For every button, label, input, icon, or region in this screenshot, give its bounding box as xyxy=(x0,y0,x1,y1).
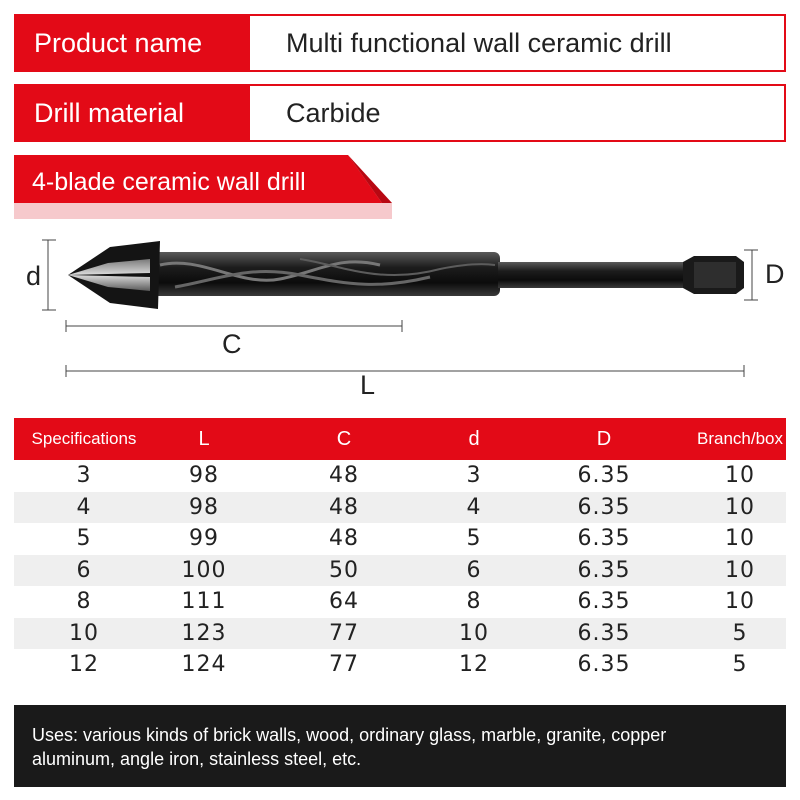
drill-diagram xyxy=(0,225,800,405)
dimension-C xyxy=(66,320,402,359)
cell-D: 6.35 xyxy=(514,649,694,681)
cell-d: 4 xyxy=(434,492,514,524)
drill-material-value: Carbide xyxy=(250,84,786,142)
label-d: d xyxy=(26,261,42,291)
dimension-L xyxy=(66,365,744,400)
cell-branch-box: 10 xyxy=(694,523,786,555)
cell-L: 124 xyxy=(154,649,254,681)
cell-C: 48 xyxy=(254,492,434,524)
header-branch-box: Branch/box xyxy=(694,418,786,460)
table-row xyxy=(14,586,786,618)
cell-branch-box: 5 xyxy=(694,649,786,681)
header-C: C xyxy=(254,418,434,460)
cell-d: 8 xyxy=(434,586,514,618)
cell-branch-box: 10 xyxy=(694,555,786,587)
section-banner xyxy=(14,155,394,219)
table-row xyxy=(14,555,786,587)
cell-D: 6.35 xyxy=(514,492,694,524)
cell-D: 6.35 xyxy=(514,460,694,492)
product-name-value: Multi functional wall ceramic drill xyxy=(250,14,786,72)
cell-L: 111 xyxy=(154,586,254,618)
cell-d: 5 xyxy=(434,523,514,555)
cell-C: 50 xyxy=(254,555,434,587)
product-name-label: Product name xyxy=(14,14,250,72)
label-C: C xyxy=(222,329,242,359)
banner-title: 4-blade ceramic wall drill xyxy=(32,168,306,196)
uses-box xyxy=(14,705,786,787)
cell-d: 12 xyxy=(434,649,514,681)
cell-d: 3 xyxy=(434,460,514,492)
table-header-row xyxy=(14,418,786,460)
table-row xyxy=(14,649,786,681)
dimension-D xyxy=(744,250,785,300)
cell-C: 48 xyxy=(254,523,434,555)
cell-spec: 6 xyxy=(14,555,154,587)
header-L: L xyxy=(154,418,254,460)
cell-spec: 3 xyxy=(14,460,154,492)
uses-line-1: Uses: various kinds of brick walls, wood, ordinary glass, marble, granite, copper xyxy=(32,725,667,745)
cell-d: 6 xyxy=(434,555,514,587)
cell-d: 10 xyxy=(434,618,514,650)
cell-C: 77 xyxy=(254,618,434,650)
cell-L: 100 xyxy=(154,555,254,587)
header-d: d xyxy=(434,418,514,460)
table-row xyxy=(14,460,786,492)
table-row xyxy=(14,523,786,555)
label-D: D xyxy=(765,259,785,289)
cell-L: 99 xyxy=(154,523,254,555)
cell-branch-box: 5 xyxy=(694,618,786,650)
cell-L: 98 xyxy=(154,492,254,524)
cell-spec: 8 xyxy=(14,586,154,618)
cell-spec: 4 xyxy=(14,492,154,524)
cell-L: 98 xyxy=(154,460,254,492)
header-D: D xyxy=(514,418,694,460)
dimension-d xyxy=(26,240,56,310)
label-L: L xyxy=(360,370,376,400)
cell-D: 6.35 xyxy=(514,555,694,587)
table-row xyxy=(14,492,786,524)
header-specifications: Specifications xyxy=(14,418,154,460)
cell-D: 6.35 xyxy=(514,586,694,618)
cell-branch-box: 10 xyxy=(694,492,786,524)
cell-spec: 12 xyxy=(14,649,154,681)
drill-material-row xyxy=(14,84,786,142)
spec-table xyxy=(14,418,786,681)
cell-L: 123 xyxy=(154,618,254,650)
cell-D: 6.35 xyxy=(514,523,694,555)
cell-branch-box: 10 xyxy=(694,460,786,492)
cell-branch-box: 10 xyxy=(694,586,786,618)
cell-C: 77 xyxy=(254,649,434,681)
cell-spec: 5 xyxy=(14,523,154,555)
cell-C: 64 xyxy=(254,586,434,618)
drill-bit-image xyxy=(68,241,744,309)
table-row xyxy=(14,618,786,650)
cell-C: 48 xyxy=(254,460,434,492)
cell-D: 6.35 xyxy=(514,618,694,650)
uses-line-2: aluminum, angle iron, stainless steel, etc. xyxy=(32,749,362,769)
cell-spec: 10 xyxy=(14,618,154,650)
drill-material-label: Drill material xyxy=(14,84,250,142)
product-name-row xyxy=(14,14,786,72)
